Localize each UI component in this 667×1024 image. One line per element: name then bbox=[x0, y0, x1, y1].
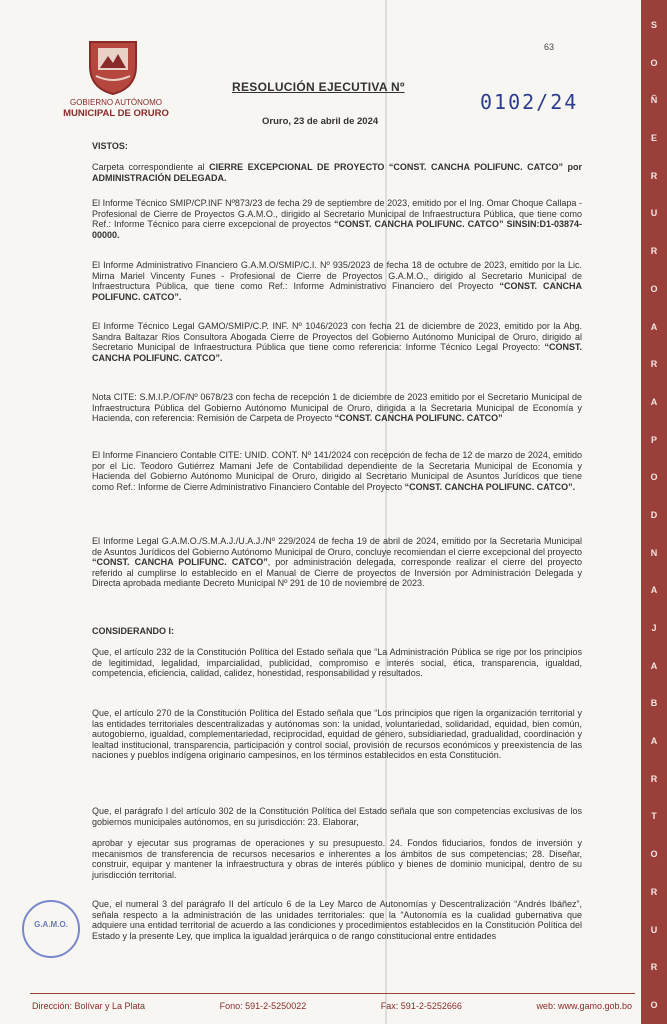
sidebar-letter: O bbox=[650, 57, 658, 68]
sidebar-letter: S bbox=[650, 20, 657, 30]
official-stamp: G.A.M.O. bbox=[22, 900, 80, 958]
sidebar-letter: R bbox=[650, 246, 658, 257]
municipal-logo bbox=[82, 36, 144, 96]
sidebar-letter: R bbox=[650, 962, 658, 973]
sidebar-letter: A bbox=[650, 660, 658, 671]
sidebar-letter: U bbox=[650, 924, 658, 935]
paragraph-1: Carpeta correspondiente al CIERRE EXCEPCIONAL DE PROYECTO “CONST. CANCHA POLIFUNC. CATCO” por ADMINISTRACIÓN DELEGADA. bbox=[92, 162, 582, 183]
brand-sidebar bbox=[641, 0, 667, 1024]
sidebar-letter: A bbox=[650, 585, 658, 596]
sidebar-letter: O bbox=[650, 472, 658, 483]
considerando-paragraph-3b: aprobar y ejecutar sus programas de operaciones y su presupuesto. 24. Fondos fiduciarios, fondos de inversión y mecanismos de transferencia de recursos necesarios e inherentes a los ámbitos de sus competencias; 28. Diseñar, construir, equipar y mantener la infraestructura y obras de interés público y bienes de dominio municipal, dentro de su jurisdicción territorial. bbox=[92, 838, 582, 880]
paragraph-5: Nota CITE: S.M.I.P./OF/Nº 0678/23 con fecha de recepción 1 de diciembre de 2023 emitido por el Secretario Municipal de Infraestructura Pública del Gobierno Autónomo Municipal de Oruro, dirigida a la Secretaria Municipal de Economía y Hacienda, con referencia: Remisión de Carpeta de Proyecto “CONST. CANCHA POLIFUNC. CATCO” bbox=[92, 392, 582, 424]
sidebar-letter: P bbox=[650, 434, 657, 445]
sidebar-letter: O bbox=[650, 849, 658, 860]
footer-web: web: www.gamo.gob.bo bbox=[536, 1001, 632, 1011]
sidebar-letter: R bbox=[650, 170, 658, 181]
document-date: Oruro, 23 de abril de 2024 bbox=[262, 116, 379, 127]
sidebar-letter: O bbox=[650, 999, 658, 1010]
sidebar-letter: R bbox=[650, 773, 658, 784]
logo-line-2: MUNICIPAL DE ORURO bbox=[63, 108, 169, 119]
sidebar-letter: A bbox=[650, 736, 658, 747]
sidebar-letter: D bbox=[650, 509, 658, 520]
paragraph-2: El Informe Técnico SMIP/CP.INF Nº873/23 de fecha 29 de septiembre de 2023, emitido por el Ing. Omar Choque Callapa - Profesional de Cierre de Proyectos G.A.M.O., dirigido al Secretario Municipal de Infraestructura Pública, que tiene como Ref.: Informe Técnico para cierre excepcional de proyectos “CONST. CANCHA POLIFUNC. CATCO” SINSIN:D1-03874-00000. bbox=[92, 198, 582, 240]
paragraph-7: El Informe Legal G.A.M.O./S.M.A.J./U.A.J./Nº 229/2024 de fecha 19 de abril de 2024, emitido por la Secretaria Municipal de Asuntos Jurídicos del Gobierno Autónomo Municipal de Oruro, concluye recomiendan el cierre excepcional del proyecto “CONST. CANCHA POLIFUNC. CATCO”, por administración delegada, corresponde realizar el cierre del proyecto referido al cumplirse lo establecido en el Manual de Cierre de proyectos de Inversión por Administración Delegada y Directa aprobada mediante Decreto Municipal Nº 291 de 10 de noviembre de 2023. bbox=[92, 536, 583, 589]
sidebar-letter: N bbox=[650, 547, 658, 558]
sidebar-letter: O bbox=[650, 283, 658, 294]
document-title: RESOLUCIÓN EJECUTIVA Nº bbox=[232, 80, 405, 94]
sidebar-letter: J bbox=[651, 623, 657, 633]
logo-line-1: GOBIERNO AUTÓNOMO bbox=[69, 98, 162, 107]
sidebar-letter: U bbox=[650, 208, 658, 219]
vistos-heading: VISTOS: bbox=[92, 141, 128, 151]
considerando-paragraph-4: Que, el numeral 3 del parágrafo II del artículo 6 de la Ley Marco de Autonomías y Descentralización “Andrés Ibáñez”, señala respecto a la administración de las unidades territoriales: que la “Autonomía es la cualidad gubernativa que adquiere una entidad territorial de acuerdo a las condiciones y procedimientos establecidos en la Constitución Política del Estado y la presente Ley, que implica la igualdad jerárquica o de rango constitucional entre entidades bbox=[92, 899, 582, 941]
footer-divider bbox=[30, 993, 635, 994]
footer-fax: Fax: 591-2-5252666 bbox=[380, 1001, 462, 1011]
sidebar-letter: Ñ bbox=[650, 95, 658, 106]
paragraph-4: El Informe Técnico Legal GAMO/SMIP/C.P. INF. Nº 1046/2023 con fecha 21 de diciembre de 2023, emitido por la Abg. Sandra Baltazar Rios Consultora Abogada Cierre de Proyectos del Gobierno Autónomo Municipal de Oruro, dirigido al Secretario Municipal de Infraestructura Pública que tiene como referencia: Informe Técnico Legal Proyecto: “CONST. CANCHA POLIFUNC. CATCO”. bbox=[92, 321, 582, 363]
sidebar-letter: B bbox=[650, 698, 658, 709]
sidebar-letter: T bbox=[651, 811, 657, 822]
handwritten-resolution-number: 0102/24 bbox=[480, 90, 579, 114]
considerando-paragraph-2: Que, el artículo 270 de la Constitución Política del Estado señala que “Los principios que rigen la organización territorial y las entidades territoriales descentralizadas y autónomas son: la unidad, voluntariedad, solidaridad, equidad, bien común, autogobierno, igualdad, complementariedad, reciprocidad, equidad de género, subsidiariedad, gradualidad, coordinación y lealtad institucional, transparencia, participación y control social, provisión de recursos económicos y preexistencia de las naciones y pueblos indígena originario campesinos, en los términos establecidos en esta Constitución. bbox=[92, 708, 582, 761]
page-number: 63 bbox=[544, 42, 555, 52]
considerando-paragraph-3a: Que, el parágrafo I del artículo 302 de la Constitución Política del Estado señala que son competencias exclusivas de los gobiernos municipales autónomos, en su jurisdicción: 23. Elaborar, bbox=[92, 806, 582, 827]
sidebar-slogan bbox=[641, 20, 667, 1010]
sidebar-letter: E bbox=[650, 133, 657, 144]
paragraph-3: El Informe Administrativo Financiero G.A.M.O/SMIP/C.I. Nº 935/2023 de fecha 18 de octubre de 2023, emitido por la Lic. Mirna Mariel Vincenty Funes - Profesional de Cierre de Proyectos G.A.M.O., dirigido al Secretario Municipal de Infraestructura Pública, que tiene como Ref.: Informe Administrativo Financiero del Proyecto “CONST. CANCHA POLIFUNC. CATCO”. bbox=[92, 260, 582, 302]
sidebar-letter: A bbox=[650, 321, 658, 332]
considerando-paragraph-1: Que, el artículo 232 de la Constitución Política del Estado señala que “La Administración Pública se rige por los principios de legitimidad, legalidad, imparcialidad, publicidad, compromiso e interés social, ética, transparencia, igualdad, competencia, eficiencia, calidad, calidez, honestidad, responsabilidad y resultados. bbox=[92, 647, 582, 679]
footer-phone: Fono: 591-2-5250022 bbox=[219, 1001, 307, 1011]
sidebar-letter: A bbox=[650, 396, 658, 407]
footer-address: Dirección: Bolívar y La Plata bbox=[32, 1001, 146, 1011]
sidebar-letter: R bbox=[650, 359, 658, 370]
paragraph-6: El Informe Financiero Contable CITE: UNID. CONT. Nº 141/2024 con recepción de fecha de 12 de marzo de 2024, emitido por el Lic. Teodoro Gutiérrez Mamani Jefe de Contabilidad dependiente de la Secretaria Municipal de Economía y Hacienda del Gobierno Autónomo Municipal de Oruro, dirigido al Secretario Municipal de Asuntos Jurídicos que tiene como Ref.: Informe de Cierre Administrativo Financiero Contable del Proyecto “CONST. CANCHA POLIFUNC. CATCO”. bbox=[92, 450, 582, 492]
sidebar-letter: R bbox=[650, 886, 658, 897]
footer bbox=[32, 1001, 632, 1011]
considerando-heading: CONSIDERANDO I: bbox=[92, 626, 175, 636]
